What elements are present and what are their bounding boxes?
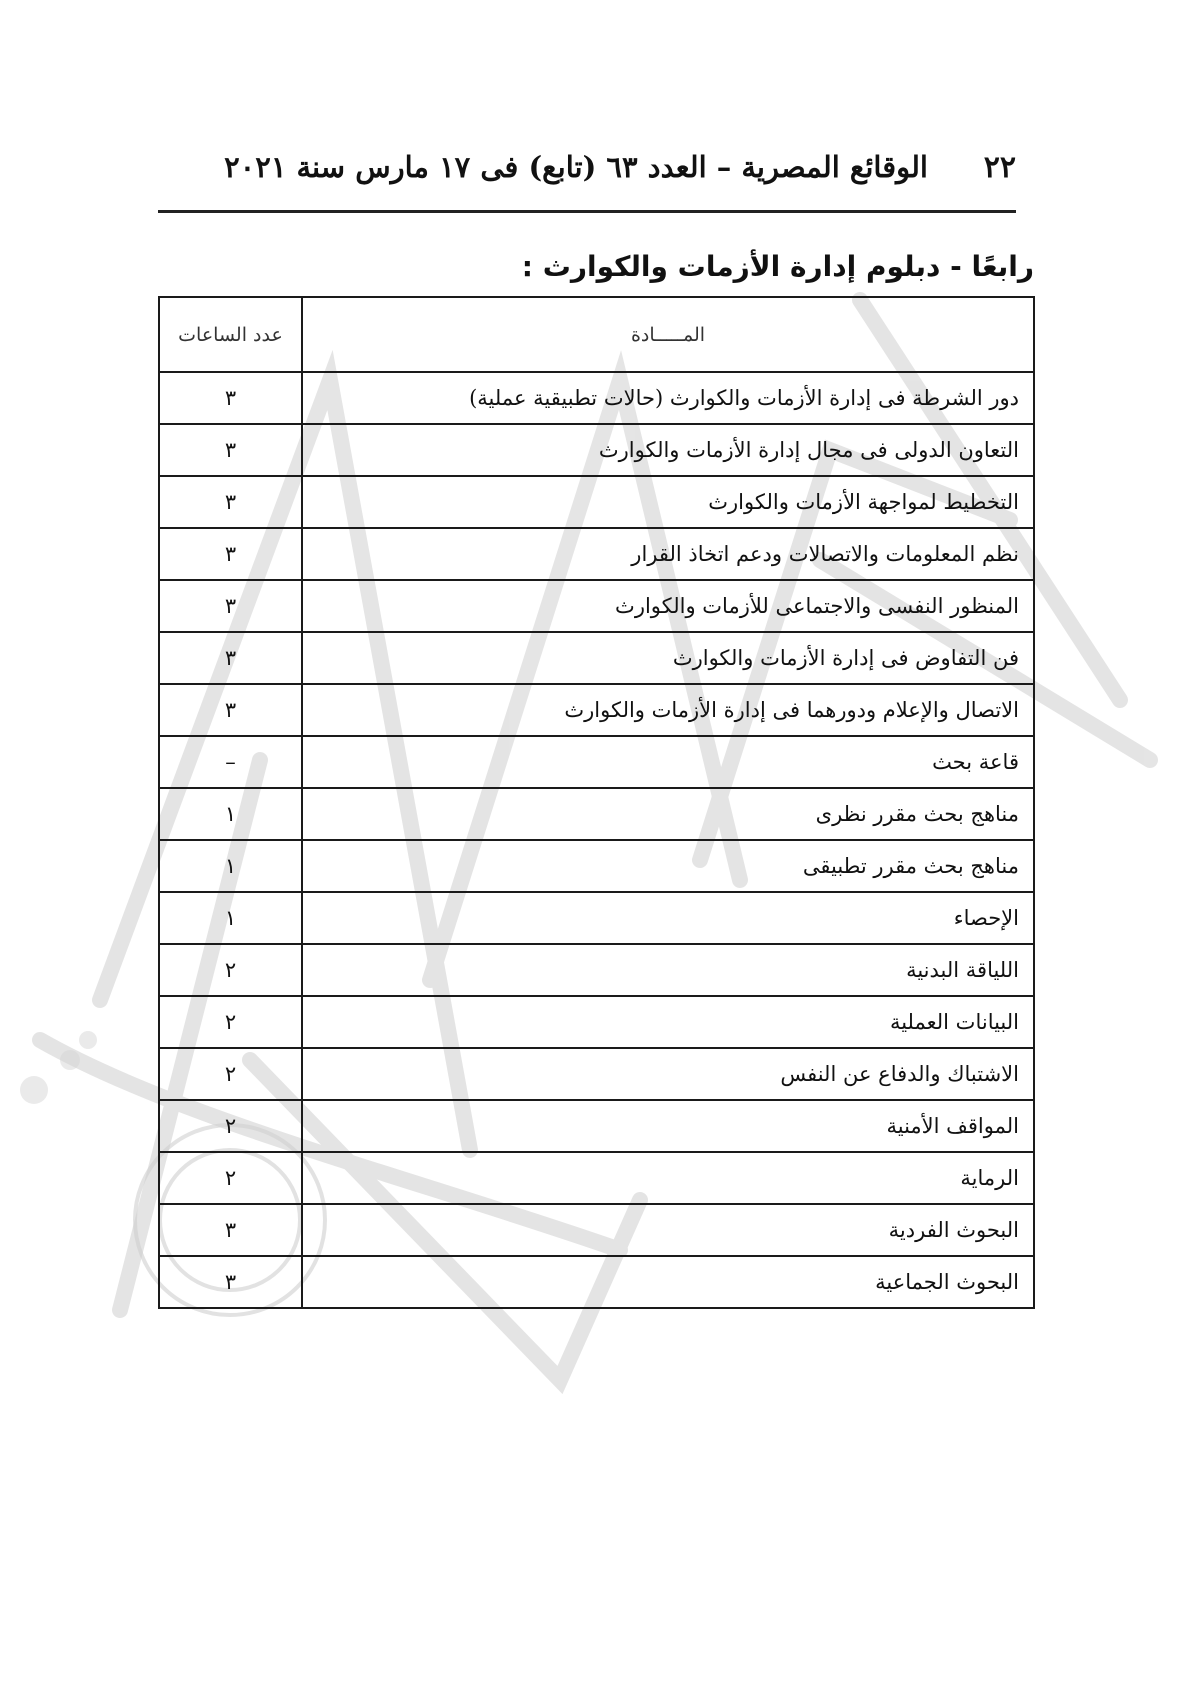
hours-cell: ٢ xyxy=(159,1048,302,1100)
hours-cell: ٣ xyxy=(159,528,302,580)
table-row xyxy=(159,996,1034,1048)
subject-cell: التخطيط لمواجهة الأزمات والكوارث xyxy=(302,476,1034,528)
table-row xyxy=(159,1256,1034,1308)
hours-cell: ٣ xyxy=(159,372,302,424)
subject-cell: الاشتباك والدفاع عن النفس xyxy=(302,1048,1034,1100)
table-header-row xyxy=(159,297,1034,372)
hours-cell: ٣ xyxy=(159,424,302,476)
table-row xyxy=(159,632,1034,684)
subject-cell: نظم المعلومات والاتصالات ودعم اتخاذ القرار xyxy=(302,528,1034,580)
table-row xyxy=(159,424,1034,476)
subject-cell: الإحصاء xyxy=(302,892,1034,944)
table-row xyxy=(159,944,1034,996)
subject-cell: المنظور النفسى والاجتماعى للأزمات والكوارث xyxy=(302,580,1034,632)
header-divider xyxy=(158,210,1016,213)
table-row xyxy=(159,580,1034,632)
hours-cell: ٣ xyxy=(159,1256,302,1308)
column-header-hours: عدد الساعات xyxy=(159,297,302,372)
page-header xyxy=(158,140,1016,200)
hours-cell: ١ xyxy=(159,788,302,840)
subject-cell: اللياقة البدنية xyxy=(302,944,1034,996)
table-row xyxy=(159,1048,1034,1100)
table-row xyxy=(159,788,1034,840)
table-row xyxy=(159,372,1034,424)
hours-cell: ٣ xyxy=(159,580,302,632)
table-row xyxy=(159,840,1034,892)
hours-cell: ٣ xyxy=(159,476,302,528)
subject-cell: التعاون الدولى فى مجال إدارة الأزمات والكوارث xyxy=(302,424,1034,476)
table-row xyxy=(159,1152,1034,1204)
hours-cell: ٢ xyxy=(159,1100,302,1152)
running-title: الوقائع المصرية – العدد ٦٣ (تابع) فى ١٧ مارس سنة ٢٠٢١ xyxy=(224,150,928,184)
hours-cell: ٢ xyxy=(159,996,302,1048)
section-title: رابعًا - دبلوم إدارة الأزمات والكوارث : xyxy=(521,250,1034,283)
table-row xyxy=(159,892,1034,944)
subject-cell: قاعة بحث xyxy=(302,736,1034,788)
subject-cell: البحوث الجماعية xyxy=(302,1256,1034,1308)
hours-cell: ٢ xyxy=(159,944,302,996)
hours-cell: ١ xyxy=(159,840,302,892)
course-table xyxy=(158,296,1035,1309)
hours-cell: – xyxy=(159,736,302,788)
hours-cell: ٢ xyxy=(159,1152,302,1204)
subject-cell: الرماية xyxy=(302,1152,1034,1204)
subject-cell: المواقف الأمنية xyxy=(302,1100,1034,1152)
table-row xyxy=(159,684,1034,736)
subject-cell: مناهج بحث مقرر نظرى xyxy=(302,788,1034,840)
page-number: ٢٢ xyxy=(983,150,1016,185)
hours-cell: ٣ xyxy=(159,684,302,736)
table-row xyxy=(159,1204,1034,1256)
column-header-subject: المـــــادة xyxy=(302,297,1034,372)
table-row xyxy=(159,736,1034,788)
subject-cell: الاتصال والإعلام ودورهما فى إدارة الأزمات والكوارث xyxy=(302,684,1034,736)
subject-cell: البيانات العملية xyxy=(302,996,1034,1048)
subject-cell: فن التفاوض فى إدارة الأزمات والكوارث xyxy=(302,632,1034,684)
hours-cell: ١ xyxy=(159,892,302,944)
subject-cell: البحوث الفردية xyxy=(302,1204,1034,1256)
hours-cell: ٣ xyxy=(159,632,302,684)
hours-cell: ٣ xyxy=(159,1204,302,1256)
table-row xyxy=(159,1100,1034,1152)
table-row xyxy=(159,528,1034,580)
table-row xyxy=(159,476,1034,528)
subject-cell: مناهج بحث مقرر تطبيقى xyxy=(302,840,1034,892)
subject-cell: دور الشرطة فى إدارة الأزمات والكوارث (حالات تطبيقية عملية) xyxy=(302,372,1034,424)
